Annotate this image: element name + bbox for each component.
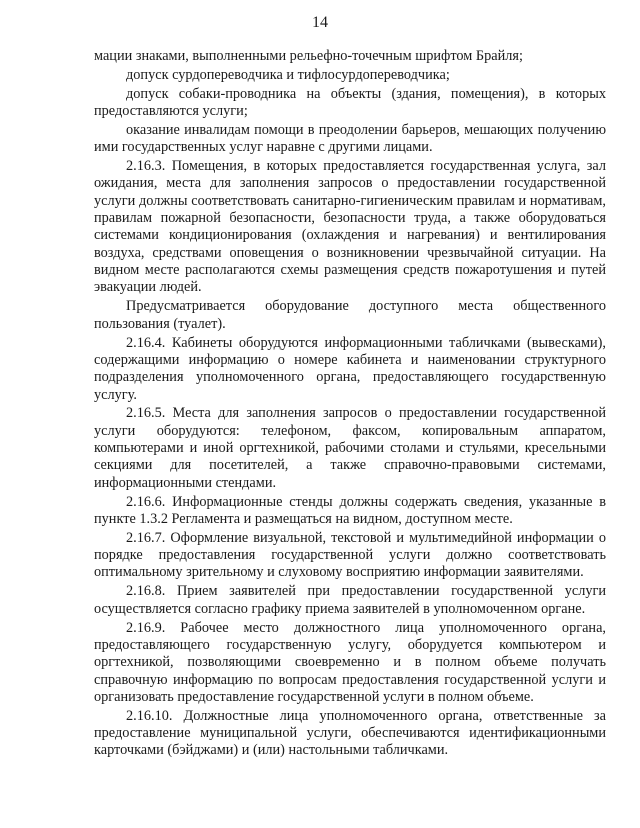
paragraph-2-16-8: 2.16.8. Прием заявителей при предоставлении государственной услуги осуществляется согласно графику приема заявителей в уполномоченном органе. bbox=[94, 583, 606, 617]
paragraph-2-16-3: 2.16.3. Помещения, в которых предоставляется государственная услуга, зал ожидания, места для заполнения запросов о предоставлении государственной услуги должны соответствовать санитарно-гигиеническим правилам и нормативам, правилам пожарной безопасности, безопасности труда, а также оборудоваться системами кондиционирования (охлаждения и нагревания) и вентилирования воздуха, средствами оповещения о возникновении чрезвычайной ситуации. На видном месте располагаются схемы размещения средств пожаротушения и путей эвакуации людей. bbox=[94, 158, 606, 296]
paragraph-2-16-7: 2.16.7. Оформление визуальной, текстовой и мультимедийной информации о порядке предоставления государственной услуги должно соответствовать оптимальному зрительному и слуховому восприятию информации заявителями. bbox=[94, 529, 606, 581]
page-number: 14 bbox=[312, 14, 328, 31]
paragraph-2-16-4: 2.16.4. Кабинеты оборудуются информационными табличками (вывесками), содержащими информацию о номере кабинета и наименовании структурного подразделения уполномоченного органа, предоставляющего государственную услугу. bbox=[94, 334, 606, 403]
paragraph-2-16-6: 2.16.6. Информационные стенды должны содержать сведения, указанные в пункте 1.3.2 Регламента и размещаться на видном, доступном месте. bbox=[94, 493, 606, 527]
paragraph: Предусматривается оборудование доступного места общественного пользования (туалет). bbox=[94, 298, 606, 332]
paragraph: оказание инвалидам помощи в преодолении барьеров, мешающих получению ими государственных услуг наравне с другими лицами. bbox=[94, 121, 606, 156]
paragraph: мации знаками, выполненными рельефно-точечным шрифтом Брайля; bbox=[94, 48, 523, 64]
paragraph: допуск собаки-проводника на объекты (здания, помещения), в которых предоставляются услуги; bbox=[94, 85, 606, 120]
paragraph: допуск сурдопереводчика и тифлосурдопереводчика; bbox=[126, 66, 450, 83]
body-text bbox=[94, 48, 606, 761]
paragraph-2-16-5: 2.16.5. Места для заполнения запросов о предоставлении государственной услуги оборудуются: телефоном, факсом, копировальным аппаратом, компьютерами и иной оргтехникой, рабочими столами и стульями, кресельными секциями для посетителей, а также справочно-правовыми системами, информационными стендами. bbox=[94, 405, 606, 491]
paragraph-2-16-10: 2.16.10. Должностные лица уполномоченного органа, ответственные за предоставление муниципальной услуги, обеспечиваются идентификационными карточками (бэйджами) и (или) настольными табличками. bbox=[94, 707, 606, 759]
paragraph-2-16-9: 2.16.9. Рабочее место должностного лица уполномоченного органа, предоставляющего государственную услугу, оборудуется компьютером и оргтехникой, позволяющими своевременно и в полном объеме получать справочную информацию по вопросам предоставления государственной услуги и организовать предоставление государственной услуги в полном объеме. bbox=[94, 619, 606, 705]
